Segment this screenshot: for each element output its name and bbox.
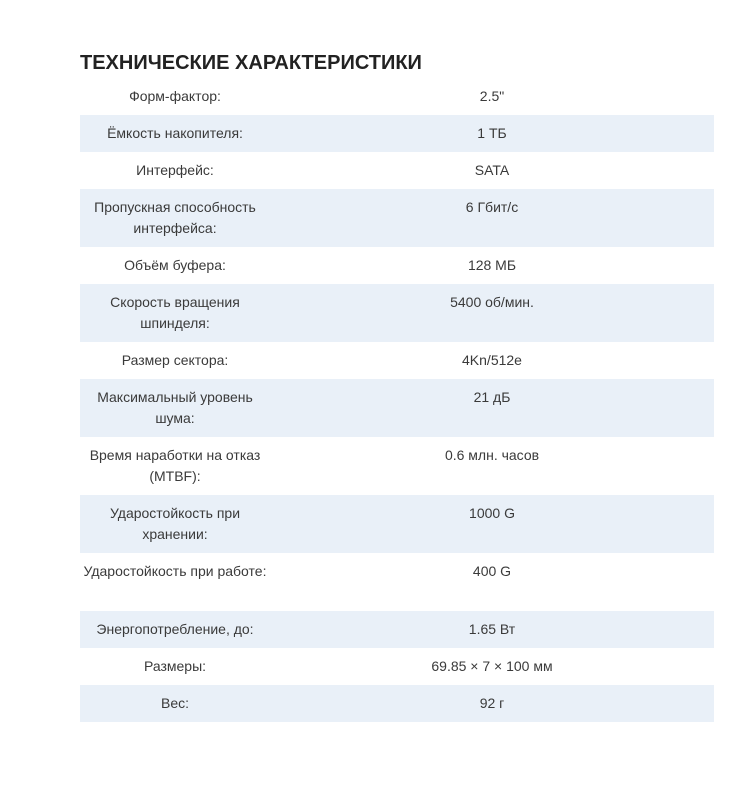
spec-value: 69.85 × 7 × 100 мм	[431, 658, 553, 674]
spec-label: Скорость вращения шпинделя:	[110, 294, 240, 331]
spec-label: Время наработки на отказ (MTBF):	[89, 447, 261, 484]
specs-table	[80, 78, 714, 722]
spec-label: Ударостойкость при работе:	[83, 563, 267, 579]
spec-value: 400 G	[472, 563, 512, 579]
spec-label: Вес:	[160, 695, 189, 711]
spec-row-form-factor	[80, 78, 714, 115]
spec-row-capacity	[80, 115, 714, 152]
spec-row-buffer	[80, 247, 714, 284]
spec-label: Форм-фактор:	[129, 88, 221, 104]
spec-value: 1.65 Вт	[468, 621, 516, 637]
spec-row-sector-size	[80, 342, 714, 379]
spec-value: 1000 G	[469, 505, 515, 521]
spec-row-shock-operating	[80, 553, 714, 611]
spec-label: Размеры:	[143, 658, 207, 674]
spec-value: 6 Гбит/с	[465, 199, 519, 215]
spec-value: 92 г	[479, 695, 505, 711]
spec-row-noise	[80, 379, 714, 437]
spec-value: 21 дБ	[473, 389, 511, 405]
spec-row-interface	[80, 152, 714, 189]
spec-value: 128 МБ	[467, 257, 517, 273]
spec-row-mtbf	[80, 437, 714, 495]
spec-value: 0.6 млн. часов	[444, 447, 540, 463]
spec-row-weight	[80, 685, 714, 722]
spec-value: SATA	[474, 162, 510, 178]
spec-row-shock-storage	[80, 495, 714, 553]
spec-label: Максимальный уровень шума:	[97, 389, 253, 426]
spec-row-dimensions	[80, 648, 714, 685]
section-title: ТЕХНИЧЕСКИЕ ХАРАКТЕРИСТИКИ	[80, 52, 422, 74]
spec-row-bandwidth	[80, 189, 714, 247]
spec-value: 4Kn/512e	[462, 352, 522, 368]
spec-label: Энергопотребление, до:	[96, 621, 254, 637]
spec-row-power	[80, 611, 714, 648]
spec-label: Размер сектора:	[121, 352, 229, 368]
spec-value: 1 ТБ	[477, 125, 507, 141]
spec-label: Пропускная способность интерфейса:	[94, 199, 256, 236]
spec-label: Ёмкость накопителя:	[107, 125, 243, 141]
spec-row-spindle-speed	[80, 284, 714, 342]
spec-label: Ударостойкость при хранении:	[109, 505, 241, 542]
spec-label: Объём буфера:	[124, 257, 226, 273]
spec-label: Интерфейс:	[136, 162, 214, 178]
spec-value: 5400 об/мин.	[450, 294, 534, 310]
spec-value: 2.5"	[479, 88, 505, 104]
